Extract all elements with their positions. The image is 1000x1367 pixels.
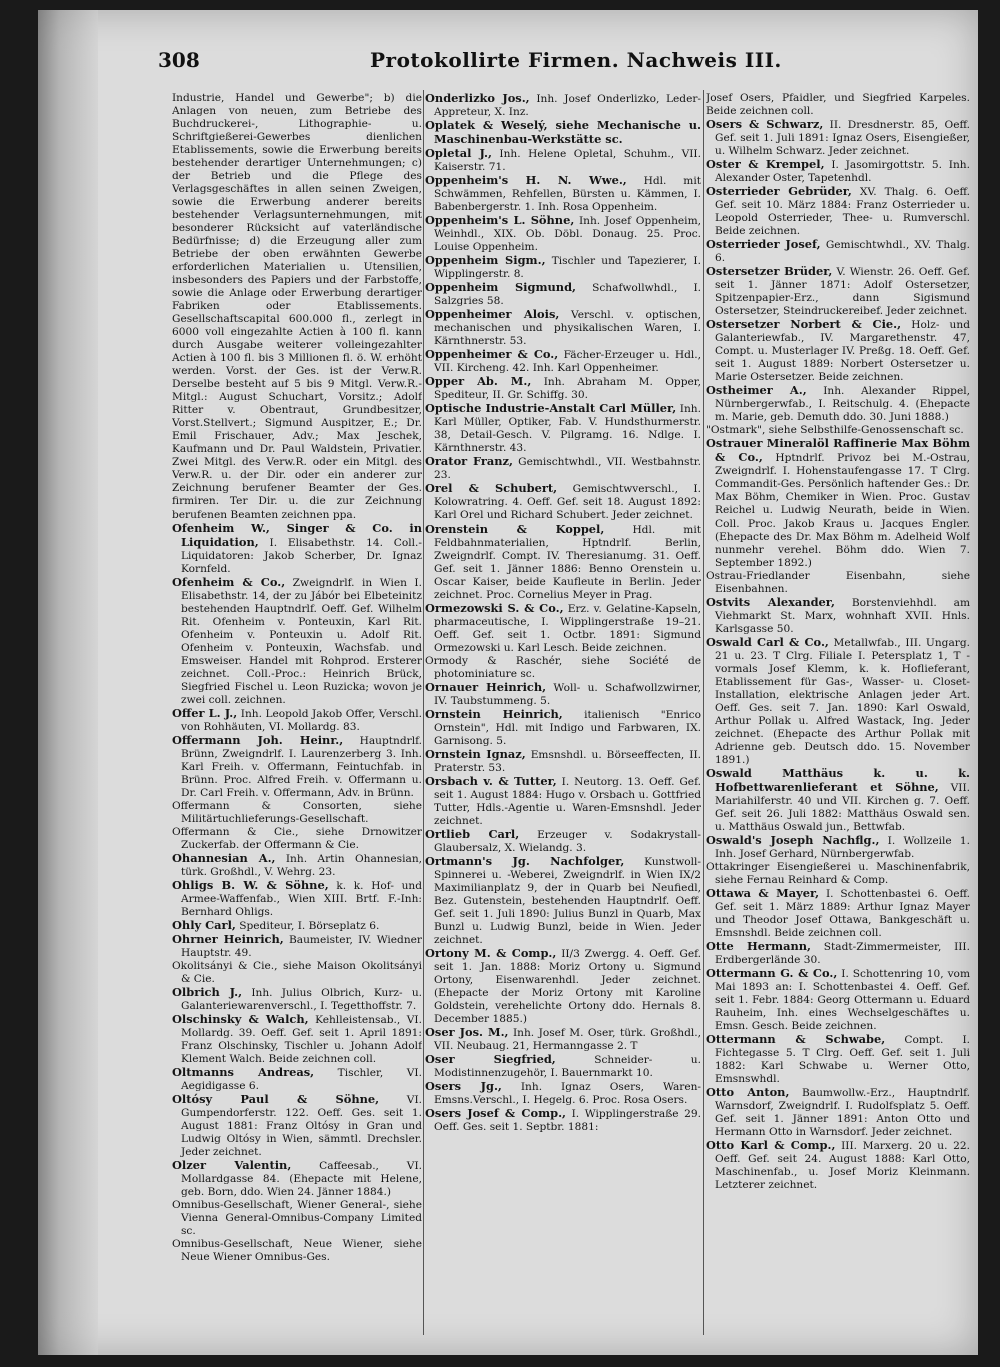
directory-entry [425,119,701,147]
firm-name: Olschinsky & Walch, [172,1012,309,1027]
directory-entry [425,1026,701,1053]
directory-entry [706,967,970,1033]
entry-text: Gemischtwhdl., VII. Westbahnstr. 23. [434,456,701,482]
directory-entry [706,318,970,384]
entry-text: Schafwollwhdl., I. Salzgries 58. [434,282,701,308]
entry-text: Inh. Josef M. Oser, türk. Großhdl., VII. Neubaug. 21, Hermanngasse 2. T [434,1027,701,1053]
firm-name: Optische Industrie-Anstalt Carl Müller, [425,401,677,416]
directory-entry [425,775,701,828]
directory-entry [425,523,701,602]
firm-name: Ohrner Heinrich, [172,932,284,946]
entry-text: Kunstwoll-Spinnerei u. -Weberei, Zweigndrlf. in Wien IX/2 Maximilianplatz 9, der in Quarb bei Neufiedl, Bez. Gutenstein, bestehenden Hauptndrlf. Oeff. Gef. seit 1. Juli 1890: Julius Bunzl in Quarb, Max Bunzl u. Ludwig Bunzl, beide in Wien. Jeder zeichnet. [434,855,701,946]
firm-name: Ottawa & Mayer, [706,885,820,900]
firm-name: Orsbach v. & Tutter, [425,773,557,788]
directory-entry [172,1159,422,1199]
entry-text: Schneider- u. Modistinnenzugehör, I. Bauernmarkt 10. [434,1054,701,1080]
directory-entry [172,800,422,826]
directory-entry [425,1080,701,1107]
entry-text: italienisch "Enrico Ornstein", Hdl. mit Indigo und Farbwaren, IX. Garnisong. 5. [434,708,701,747]
entry-text: Inh. Alexander Rippel, Nürnbergerwfab., I. Reitschulg. 4. (Ehepacte m. Marie, geb. Demuth ddo. 30. Juni 1888.) [715,385,970,424]
directory-entry [425,147,701,174]
firm-name: Oltmanns Andreas, [172,1065,315,1080]
entry-text: k. k. Hof- und Armee-Waffenfab., Wien XIII. Brtf. F.-Inh: Bernhard Ohligs. [181,879,422,918]
page-number: 308 [158,48,200,72]
directory-entry [425,174,701,214]
directory-entry [172,919,422,933]
directory-entry [706,265,970,318]
directory-entry [172,92,422,522]
directory-entry [706,767,970,834]
directory-entry [425,375,701,402]
entry-text: V. Wienstr. 26. Oeff. Gef. seit 1. Jänner 1871: Adolf Ostersetzer, Spitzenpapier-Erz., dann Sigismund Ostersetzer, Steindruckereibef. Jeder zeichnet. [715,266,970,318]
entry-text: Inh. Ignaz Osers, Waren-Emsns.Verschl., I. Hegelg. 6. Proc. Rosa Osers. [434,1081,701,1107]
entry-text: Tischler und Tapezierer, I. Wipplingerstr. 8. [434,255,701,281]
entry-text: Okolitsányi & Cie., siehe Maison Okolitsányi & Cie. [172,960,422,986]
firm-name: Offermann Joh. Heinr., [172,732,344,747]
entry-text: Inh. Abraham M. Opper, Spediteur, II. Gr. Schiffg. 30. [434,376,701,402]
directory-entry [706,887,970,940]
firm-name: Ormezowski S. & Co., [425,600,564,615]
directory-entry [172,707,422,734]
directory-entry [172,986,422,1013]
directory-entry [706,384,970,424]
firm-name: Ottermann G. & Co., [706,966,838,981]
directory-entry [706,118,970,158]
directory-entry [425,92,701,119]
entry-text: Offermann & Cie., siehe Drnowitzer Zuckerfab. der Offermann & Cie. [172,825,422,851]
entry-text: Inh. Josef Oppenheim, Weinhdl., XIX. Ob. Döbl. Donaug. 25. Proc. Louise Oppenheim. [434,215,701,254]
directory-entry [172,933,422,960]
firm-name: Ostheimer A., [706,383,807,398]
directory-entry [172,1013,422,1066]
firm-name: Otte Hermann, [706,939,812,953]
directory-entry [706,834,970,861]
directory-entry [172,879,422,919]
directory-entry [425,602,701,655]
directory-entry [706,596,970,636]
entry-text: Woll- u. Schafwollzwirner, IV. Taubstummeng. 5. [434,681,701,707]
directory-entry [172,1199,422,1238]
directory-entry [706,1139,970,1192]
firm-name: Olbrich J., [172,985,243,1000]
firm-name: Osers Jg., [425,1079,502,1094]
entry-text: Ottakringer Eisengießerei u. Maschinenfabrik, siehe Fernau Reinhard & Comp. [706,860,970,886]
page-header [120,48,980,78]
firm-name: Osterrieder Gebrüder, [706,184,852,199]
entry-text: Hdl. mit Feldbahnmaterialien, Hptndrlf. Berlin, Zweigndrlf. Compt. IV. Theresianumg. 31. Oeff. Gef. seit 1. Jänner 1886: Benno Orenstein u. Oscar Kaiser, beide Kaufleute in Berlin. Jeder zeichnet. Proc. Cornelius Meyer in Prag. [434,523,701,601]
directory-entry [172,826,422,852]
directory-entry [706,238,970,265]
directory-entry [172,960,422,986]
entry-text: VI. Gumpendorferstr. 122. Oeff. Ges. seit 1. August 1881: Franz Oltósy in Gran und Ludwig Oltósy in Wien, sämmtl. Drechsler. Jeder zeichnet. [181,1094,422,1159]
firm-name: Ofenheim & Co., [172,574,286,589]
directory-entry [425,254,701,281]
firm-name: Ostersetzer Norbert & Cie., [706,317,902,332]
firm-name: Ortmann's Jg. Nachfolger, [425,853,625,868]
firm-name: Offer L. J., [172,705,238,720]
entry-text: "Ostmark", siehe Selbsthilfe-Genossenschaft sc. [706,424,964,437]
entry-text: Omnibus-Gesellschaft, Neue Wiener, siehe Neue Wiener Omnibus-Ges. [172,1238,422,1264]
firm-name: Ohly Carl, [172,917,236,932]
column-divider [423,90,424,1335]
directory-entry [172,852,422,879]
firm-name: Orenstein & Koppel, [425,521,605,536]
entry-text: II/3 Zwergg. 4. Oeff. Gef. seit 1. Jan. 1888: Moriz Ortony u. Sigmund Ortony, Eisenwarenhdl. Jeder zeichnet. (Ehepacte der Moriz Ortony mit Karoline Goldstein, verehelichte Ortony ddo. Hernals 8. December 1885.) [434,948,701,1026]
entry-text: I. Jasomirgottstr. 5. Inh. Alexander Oster, Tapetenhdl. [715,159,970,185]
firm-name: Opletal J., [425,146,492,161]
firm-name: Oppenheim Sigmund, [425,280,577,295]
entry-text: Industrie, Handel und Gewerbe"; b) die Anlagen von neuen, zum Betriebe des Buchdruckerei-, Lithographie- u. Schriftgießerei-Gewerbes dienlichen Etablissements, sowie die Erwerbung bereits bestehender derartiger Unternehmungen; c) der Betrieb und die Pflege des Verlagsgeschäftes in allen seinen Zweigen, sowie die Erwerbung anderer bereits bestehender Verlagsunternehmungen, mit besonderer Rücksicht auf vaterländische Bedürfnisse; d) die Erzeugung aller zum Betriebe der oben erwähnten Gewerbe erforderlichen Materialien u. Utensilien, insbesonders des Papiers und der Farbstoffe, sowie die Anlage oder Erwerbung derartiger Fabriken oder Etablissements. Gesellschaftscapital 600.000 fl., zerlegt in 6000 voll eingezahlte Actien à 100 fl. kann durch Ausgabe weiterer volleingezahlter Actien à 100 fl. bis 3 Millionen fl. ö. W. erhöht werden. Vorst. der Ges. ist der Verw.R. Derselbe besteht auf 5 bis 9 Mitgl. Verw.R.-Mitgl.: August Schuchart, Vorsitz.; Adolf Ritter v. Obentraut, Grundbesitzer, Vorst.Stellvert.; Sigmund Auspitzer, E.; Dr. Emil Frischauer, Adv.; Max Jeschek, Kaufmann und Dr. Paul Waldstein, Privatier. Zwei Mitgl. des Verw.R. oder ein Mitgl. des Verw.R. u. der Dir. oder ein anderer zur Zeichnung berufener Beamter der Ges. firmiren. Ter Dir. u. die zur Zeichnung berufenen Beamten zeichnen ppa. [172,92,422,521]
entry-text: Ormody & Raschér, siehe Société de photominiature sc. [425,654,701,680]
entry-text: I. Schottenring 10, vom Mai 1893 an: I. Schottenbastei 4. Oeff. Gef. seit 1. Febr. 1884: Georg Ottermann u. Eduard Rauheim, Inh. eines Wechselgeschäftes u. Emsn. Gesch. Beide zeichnen. [715,968,970,1033]
directory-entry [706,1033,970,1086]
firm-name: Oppenheim's H. N. Wwe., [425,173,627,188]
entry-text: Inh. Leopold Jakob Offer, Verschl. von Rohhäuten, VI. Mollardg. 83. [181,707,422,733]
firm-name: Opper Ab. M., [425,374,532,389]
firm-name: Olzer Valentin, [172,1158,292,1173]
entry-text: Omnibus-Gesellschaft, Wiener General-, siehe Vienna General-Omnibus-Company Limited sc. [172,1199,422,1238]
directory-entry [172,1066,422,1093]
firm-name: Oplatek & Weselý, siehe Mechanische u. Maschinenbau-Werkstätte sc. [425,118,701,147]
directory-entry [425,1107,701,1134]
column-divider [703,90,704,1335]
directory-entry [425,1053,701,1080]
entry-text: Gemischtwhdl., XV. Thalg. 6. [715,239,970,265]
directory-entry [172,1093,422,1159]
firm-name: Oser Siegfried, [425,1052,556,1067]
directory-entry [425,455,701,482]
entry-text: Emsnshdl. u. Börseeffecten, II. Praterstr. 53. [434,748,701,774]
firm-name: Ostrauer Mineralöl Raffinerie Max Böhm & Co., [706,436,970,465]
directory-entry [425,482,701,522]
entry-text: Josef Osers, Pfaidler, und Siegfried Karpeles. Beide zeichnen coll. [706,92,970,118]
firm-name: Ornauer Heinrich, [425,679,547,694]
directory-entry [425,947,701,1026]
entry-text: III. Marxerg. 20 u. 22. Oeff. Gef. seit 24. August 1888: Karl Otto, Maschinenfab., u. Josef Moriz Kleinmann. Letzterer zeichnet. [715,1140,970,1192]
firm-name: Otto Anton, [706,1085,790,1100]
directory-entry [706,636,970,767]
directory-entry [425,214,701,254]
firm-name: Ostvits Alexander, [706,594,835,609]
entry-text: Compt. I. Fichtegasse 5. T Clrg. Oeff. Gef. seit 1. Juli 1882: Karl Schwabe u. Werner Otto, Emsnswhdl. [715,1034,970,1086]
firm-name: Osers Josef & Comp., [425,1106,567,1121]
entry-text: I. Wipplingerstraße 29. Oeff. Ges. seit 1. Septbr. 1881: [434,1108,701,1134]
entry-text: Stadt-Zimmermeister, III. Erdbergerlände 30. [715,941,970,967]
firm-name: Oppenheimer Alois, [425,307,560,322]
firm-name: Osers & Schwarz, [706,117,824,132]
firm-name: Orator Franz, [425,454,513,469]
entry-text: Caffeesab., VI. Mollardgasse 84. (Ehepacte mit Helene, geb. Born, ddo. Wien 24. Jänner 1884.) [181,1160,422,1199]
firm-name: Oltósy Paul & Söhne, [172,1092,380,1107]
entry-text: Kehlleistensab., VI. Mollardg. 39. Oeff. Gef. seit 1. April 1891: Franz Olschinsky, Tischler u. Johann Adolf Klement Walch. Beide zeichnen coll. [181,1014,422,1066]
entry-text: Baumwollw.-Erz., Hauptndrlf. Warnsdorf, Zweigndrlf. I. Rudolfsplatz 5. Oeff. Gef. seit 1. Jänner 1891: Anton Otto und Hermann Otto in Warnsdorf. Jeder zeichnet. [715,1087,970,1139]
directory-entry [172,576,422,707]
entry-text: Fächer-Erzeuger u. Hdl., VII. Kircheng. 42. Inh. Karl Oppenheimer. [434,349,701,375]
entry-text: Inh. Julius Olbrich, Kurz- u. Galanteriewarenverschl., I. Tegetthoffstr. 7. [181,987,422,1013]
directory-entry [425,708,701,748]
firm-name: Ostersetzer Brüder, [706,264,833,279]
directory-entry [706,437,970,569]
running-head: Protokollirte Firmen. Nachweis III. [370,48,782,72]
entry-text: Hptndrlf. Privoz bei M.-Ostrau, Zweigndrlf. I. Hohenstaufengasse 17. T Clrg. Commandit-Ges. Persönlich haftender Ges.: Dr. Max Böhm, Chemiker in Wien. Proc. Gustav Reichel u. Ludwig Neurath, beide in Wien. Coll. Proc. Jakob Kraus u. Jacques Engler. (Ehepacte des Dr. Max Böhm m. Adelheid Wolf nunmehr verehel. Böhm ddo. Wien 7. September 1892.) [715,452,970,569]
entry-text: Inh. Artin Ohannesian, türk. Großhdl., V. Wehrg. 23. [181,852,422,878]
directory-entry [706,940,970,967]
entry-text: I. Neutorg. 13. Oeff. Gef. seit 1. August 1884: Hugo v. Orsbach u. Gottfried Tutter, Hdls.-Agentie u. Waren-Emsnshdl. Jeder zeichnet. [434,775,701,827]
directory-entry [425,655,701,681]
directory-entry [172,734,422,800]
directory-entry [425,748,701,775]
entry-text: I. Elisabethstr. 14. Coll.-Liquidatoren: Jakob Scherber, Dr. Ignaz Kornfeld. [181,536,422,575]
entry-text: Baumeister, IV. Wiedner Hauptstr. 49. [181,934,422,960]
entry-text: Erz. v. Gelatine-Kapseln, pharmaceutische, I. Wipplingerstraße 19–21. Oeff. Gef. seit 1. Octbr. 1891: Sigmund Ormezowski u. Karl Lesch. Beide zeichnen. [434,602,701,654]
firm-name: Otto Karl & Comp., [706,1138,836,1153]
firm-name: Oswald Matthäus k. u. k. Hofbettwarenlieferant et Söhne, [706,765,970,794]
firm-name: Ortony M. & Comp., [425,946,557,960]
directory-entry [172,1238,422,1264]
directory-entry [706,570,970,596]
firm-name: Oppenheimer & Co., [425,347,559,362]
firm-name: Oswald Carl & Co., [706,634,829,649]
firm-name: Oser Jos. M., [425,1025,509,1040]
directory-column-middle [425,92,701,1332]
entry-text: Inh. Josef Onderlizko, Leder-Appreteur, X. Inz. [434,93,701,119]
firm-name: Oppenheim Sigm., [425,253,546,268]
firm-name: Oswald's Joseph Nachflg., [706,832,880,847]
entry-text: Tischler, VI. Aegidigasse 6. [181,1067,422,1093]
directory-entry [425,281,701,308]
directory-entry [706,1086,970,1139]
directory-column-right [706,92,970,1332]
directory-entry [706,92,970,118]
directory-entry [425,402,701,455]
firm-name: Onderlizko Jos., [425,92,530,105]
entry-text: Erzeuger v. Sodakrystall-Glaubersalz, X. Wielandg. 3. [434,828,701,854]
firm-name: Ofenheim W., Singer & Co. in Liquidation, [172,520,422,549]
directory-entry [425,308,701,348]
entry-text: II. Dresdnerstr. 85, Oeff. Gef. seit 1. Juli 1891: Ignaz Osers, Eisengießer, u. Wilhelm Schwarz. Jeder zeichnet. [715,119,970,158]
entry-text: Hdl. mit Schwämmen, Rehfellen, Bürsten u. Kämmen, I. Babenbergerstr. 1. Inh. Rosa Oppenheim. [434,175,701,214]
firm-name: Orel & Schubert, [425,481,558,496]
firm-name: Osterrieder Josef, [706,237,821,252]
entry-text: I. Wollzeile 1. Inh. Josef Gerhard, Nürnbergerwfab. [715,834,970,860]
firm-name: Ottermann & Schwabe, [706,1032,886,1047]
firm-name: Oppenheim's L. Söhne, [425,213,575,228]
firm-name: Ornstein Heinrich, [425,706,563,721]
directory-entry [706,185,970,238]
firm-name: Ornstein Ignaz, [425,746,526,761]
entry-text: Verschl. v. optischen, mechanischen und physikalischen Waren, I. Kärnthnerstr. 53. [434,309,701,348]
entry-text: Spediteur, I. Börseplatz 6. [239,919,380,932]
directory-entry [172,522,422,576]
entry-text: Holz- und Galanteriewfab., IV. Margarethenstr. 47, Compt. u. Musterlager IV. Preßg. 18. Oeff. Gef. seit 1. August 1889: Norbert Ostersetzer u. Marie Ostersetzer. Beide zeichnen. [715,319,970,384]
directory-entry [425,348,701,375]
entry-text: Metallwfab., III. Ungarg. 21 u. 23. T Clrg. Filiale I. Petersplatz 1, T -vormals Josef Klemm, k. k. Hoflieferant, Etablissement für Gas-, Wasser- u. Closet-Installation, elektrische Anlagen jeder Art. Oeff. Ges. seit 7. Jan. 1890: Karl Oswald, Arthur Pollak u. Alfred Wastack, Ing. Jeder zeichnet. (Ehepacte des Arthur Pollak mit Adrienne geb. Deutsch ddo. 15. November 1891.) [715,636,970,766]
entry-text: Borstenviehhdl. am Viehmarkt St. Marx, wohnhaft XVII. Hnls. Karlsgasse 50. [715,596,970,635]
directory-entry [706,861,970,887]
entry-text: Zweigndrlf. in Wien I. Elisabethstr. 14, der zu Jábór bei Elbeteinitz bestehenden Hauptndrlf. Oeff. Gef. Wilhelm Rit. Ofenheim v. Ponteuxin, Karl Rit. Ofenheim v. Ponteuxin u. Adolf Rit. Ofenheim v. Ponteuxin, Wachsfab. und Emsweiser. Handel mit Rohprod. Ersterer zeichnet. Coll.-Proc.: Heinrich Brück, Siegfried Fischel u. Leon Ruzicka; wovon je zwei coll. zeichnen. [181,576,422,706]
directory-entry [425,855,701,947]
entry-text: VII. Mariahilferstr. 40 und VII. Kirchen g. 7. Oeff. Gef. seit 26. Juli 1882: Matthäus Oswald sen. u. Matthäus Oswald jun., Bettwfab. [715,781,970,833]
entry-text: Inh. Helene Opletal, Schuhm., VII. Kaiserstr. 71. [434,148,701,174]
entry-text: Inh. Karl Müller, Optiker, Fab. V. Hundsthurmerstr. 38, Detail-Gesch. V. Pilgramg. 16. Ndlge. I. Kärnthnerstr. 43. [434,403,701,455]
firm-name: Ohligs B. W. & Söhne, [172,877,329,892]
entry-text: I. Schottenbastei 6. Oeff. Gef. seit 1. März 1889: Arthur Ignaz Mayer und Theodor Josef Ottawa, Bankgeschäft u. Emsnshdl. Beide zeichnen coll. [715,887,970,939]
entry-text: Hauptndrlf. Brünn, Zweigndrlf. I. Laurenzerberg 3. Inh. Karl Freih. v. Offermann, Feintuchfab. in Brünn. Proc. Alfred Freih. v. Offermann u. Dr. Carl Freih. v. Offermann, Adv. in Brünn. [181,734,422,799]
firm-name: Ortlieb Carl, [425,826,520,841]
directory-entry [425,828,701,855]
entry-text: Offermann & Consorten, siehe Militärtuchlieferungs-Gesellschaft. [172,799,422,825]
directory-column-left [172,92,422,1332]
directory-entry [425,681,701,708]
directory-entry [706,158,970,185]
firm-name: Oster & Krempel, [706,157,825,172]
entry-text: Gemischtwverschl., I. Kolowratring. 4. Oeff. Gef. seit 18. August 1892: Karl Orel und Richard Schubert. Jeder zeichnet. [434,483,701,522]
entry-text: Ostrau-Friedlander Eisenbahn, siehe Eisenbahnen. [706,569,970,595]
entry-text: XV. Thalg. 6. Oeff. Gef. seit 10. März 1884: Franz Osterrieder u. Leopold Osterrieder, Thee- u. Rumverschl. Beide zeichnen. [715,186,970,238]
firm-name: Ohannesian A., [172,850,276,865]
